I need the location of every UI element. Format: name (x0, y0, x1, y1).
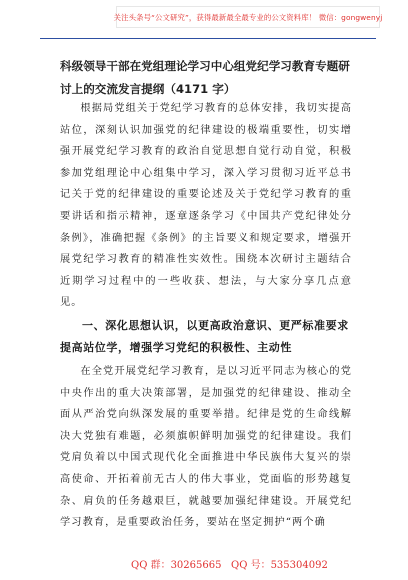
section-paragraph: 在全党开展党纪学习教育，是以习近平同志为核心的党中央作出的重大决策部署，是加强党的纪律建设、推动全面从严治党向纵深发展的重要举措。纪律是党的生命线解决大党独有难题，必须旗帜鲜明加强党的纪律建设。我们党肩负着以中国式现代化全面推进中华民族伟大复兴的崇高使命、开拓着前无古人的伟大事业，党面临的形势越复杂、肩负的任务越艰巨，就越要加强纪律建设。开展党纪学习教育，是重要政治任务，要站在坚定拥护“两个确 (60, 365, 352, 529)
document-title: 科级领导干部在党组理论学习中心组党纪学习教育专题研讨上的交流发言提纲（4171 字） (60, 59, 350, 96)
banner-text: 关注头条号“公文研究”，获得最新最全最专业的公文资料库！ 微信：gongwenyj (113, 12, 383, 22)
document-body (60, 98, 352, 534)
footer-contact (0, 554, 408, 572)
footer-qq-group: QQ 群：30265665 (131, 560, 222, 571)
header-divider (40, 38, 376, 39)
intro-paragraph: 根据局党组关于党纪学习教育的总体安排，我切实提高站位，深刻认识加强党的纪律建设的极端重要性，切实增强开展党纪学习教育的政治自觉思想自觉行动自觉，积极参加党组理论中心组集中学习，深入学习贯彻习近平总书记关于党的纪律建设的重要论述及关于党纪学习教育的重要讲话和指示精神，逐章逐条学习《中国共产党纪律处分条例》，准确把握《条例》的主旨要义和规定要求，增强开展党纪学习教育的精准性实效性。围绕本次研讨主题结合近期学习过程中的一些收获、想法，与大家分享几点意见。 (60, 103, 352, 309)
footer-qq-number: QQ 号：535304092 (231, 560, 328, 571)
header-banner (113, 6, 383, 28)
section-heading: 一、深化思想认识，以更高政治意识、更严标准要求提高站位学，增强学习党纪的积极性、主动性 (60, 318, 349, 354)
